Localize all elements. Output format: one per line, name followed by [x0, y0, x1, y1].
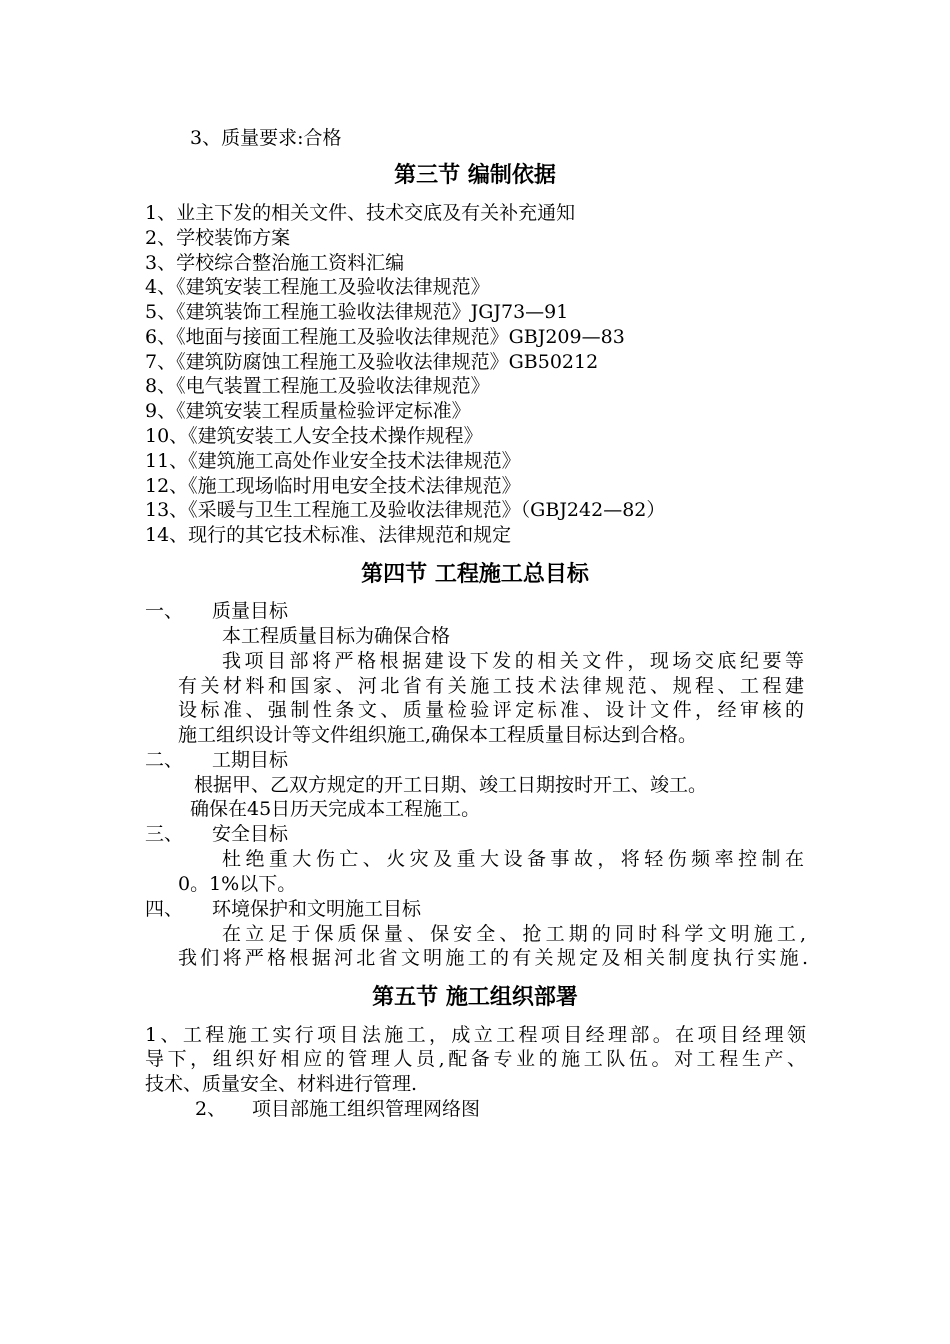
list-item: 10、《建筑安装工人安全技术操作规程》: [145, 425, 483, 447]
list-item: 2、学校装饰方案: [145, 227, 291, 249]
quality-goal-paragraph-line: 有关材料和国家、河北省有关施工技术法律规范、规程、工程建: [178, 675, 804, 697]
safety-goal-line: 杜绝重大伤亡、火灾及重大设备事故，将轻伤频率控制在: [222, 848, 804, 870]
schedule-goal-line: 根据甲、乙双方规定的开工日期、竣工日期按时开工、竣工。: [194, 774, 708, 796]
list-item: 1、业主下发的相关文件、技术交底及有关补充通知: [145, 202, 576, 224]
section5-paragraph-line: 导下，组织好相应的管理人员,配备专业的施工队伍。对工程生产、: [145, 1048, 806, 1070]
list-item: 6、《地面与接面工程施工及验收法律规范》GBJ209—83: [145, 326, 625, 348]
section5-title: 第五节 施工组织部署: [372, 985, 578, 1010]
list-item: 11、《建筑施工高处作业安全技术法律规范》: [145, 450, 521, 472]
quality-requirement-line: 3、质量要求:合格: [190, 127, 342, 149]
safety-goal-number: 三、: [145, 823, 184, 845]
section5-paragraph-line: 1、工程施工实行项目法施工，成立工程项目经理部。在项目经理领: [145, 1024, 806, 1046]
environment-goal-number: 四、: [145, 898, 184, 920]
quality-goal-paragraph-line: 设标准、强制性条文、质量检验评定标准、设计文件，经审核的: [178, 699, 804, 721]
list-item: 12、《施工现场临时用电安全技术法律规范》: [145, 475, 521, 497]
quality-goal-heading: 质量目标: [212, 600, 289, 622]
schedule-goal-heading: 工期目标: [212, 749, 289, 771]
section3-title: 第三节 编制依据: [394, 163, 556, 188]
list-item: 14、现行的其它技术标准、法律规范和规定: [145, 524, 512, 546]
list-item: 3、学校综合整治施工资料汇编: [145, 252, 405, 274]
quality-goal-number: 一、: [145, 600, 184, 622]
section4-title: 第四节 工程施工总目标: [361, 562, 589, 587]
schedule-goal-line: 确保在45日历天完成本工程施工。: [190, 798, 481, 820]
section5-paragraph-line: 技术、质量安全、材料进行管理.: [145, 1073, 418, 1095]
section5-item2-number: 2、: [195, 1098, 227, 1120]
section5-item2-text: 项目部施工组织管理网络图: [252, 1098, 481, 1120]
list-item: 9、《建筑安装工程质量检验评定标准》: [145, 400, 471, 422]
environment-goal-line: 我们将严格根据河北省文明施工的有关规定及相关制度执行实施.: [178, 947, 808, 969]
list-item: 7、《建筑防腐蚀工程施工及验收法律规范》GB50212: [145, 351, 599, 373]
safety-goal-heading: 安全目标: [212, 823, 289, 845]
environment-goal-line: 在立足于保质保量、保安全、抢工期的同时科学文明施工,: [222, 923, 806, 945]
list-item: 5、《建筑装饰工程施工验收法律规范》JGJ73—91: [145, 301, 569, 323]
environment-goal-heading: 环境保护和文明施工目标: [212, 898, 422, 920]
quality-goal-paragraph-line: 施工组织设计等文件组织施工,确保本工程质量目标达到合格。: [178, 724, 698, 746]
schedule-goal-number: 二、: [145, 749, 184, 771]
list-item: 4、《建筑安装工程施工及验收法律规范》: [145, 276, 490, 298]
safety-goal-line: 0。1%以下。: [178, 873, 297, 895]
quality-goal-paragraph-line: 我项目部将严格根据建设下发的相关文件，现场交底纪要等: [222, 650, 804, 672]
quality-goal-statement: 本工程质量目标为确保合格: [222, 625, 451, 647]
list-item: 8、《电气装置工程施工及验收法律规范》: [145, 375, 490, 397]
list-item: 13、《采暖与卫生工程施工及验收法律规范》（GBJ242—82）: [145, 499, 666, 521]
